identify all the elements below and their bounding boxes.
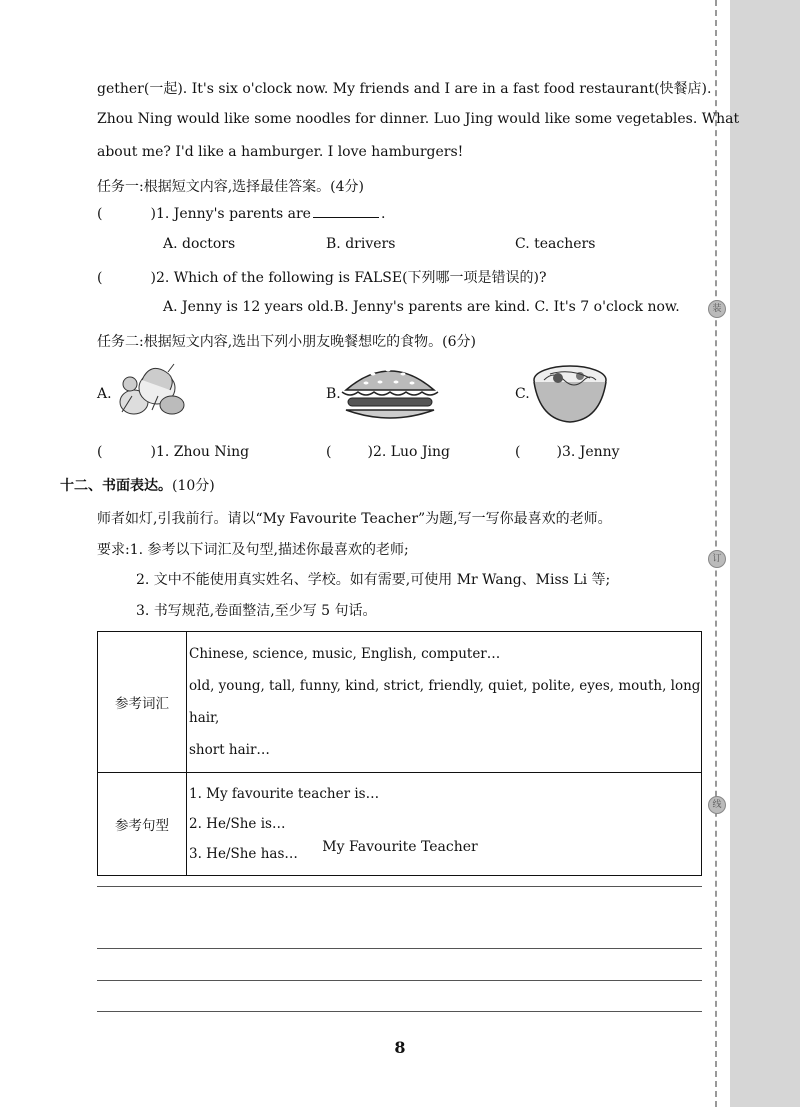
section-12-heading	[60, 475, 215, 495]
writing-line[interactable]	[97, 886, 702, 887]
task1-question-2	[97, 267, 547, 287]
image-label-b: B.	[326, 386, 341, 402]
answer-paren-close: )	[150, 270, 156, 286]
image-label-a: A.	[97, 386, 112, 402]
vocab-line: short hair…	[189, 742, 270, 758]
fill-blank[interactable]	[313, 217, 379, 218]
answer-paren-open: (	[326, 444, 332, 460]
writing-line[interactable]	[97, 948, 702, 949]
task2-answer-2	[326, 444, 450, 460]
writing-title	[0, 839, 800, 855]
vocab-line: Chinese, science, music, English, computer…	[189, 646, 501, 662]
answer-name: 3. Jenny	[561, 444, 620, 460]
answer-paren-open: (	[97, 206, 103, 222]
image-label-c: C.	[515, 386, 530, 402]
task2-answer-1	[97, 444, 249, 460]
page-number: 8	[394, 1038, 406, 1057]
requirement-2: 2. 文中不能使用真实姓名、学校。如有需要,可使用 Mr Wang、Miss Li 等;	[136, 572, 611, 588]
question-end: .	[380, 206, 386, 222]
passage-line-3: about me? I'd like a hamburger. I love hamburgers!	[97, 144, 464, 160]
vocab-label: 参考词汇	[98, 632, 187, 773]
binding-hole-bottom: 线	[708, 796, 726, 814]
answer-paren-close: )	[150, 444, 156, 460]
sentence-pattern: 2. He/She is…	[189, 816, 286, 832]
vocab-content	[187, 632, 702, 773]
requirement-1: 要求:1. 参考以下词汇及句型,描述你最喜欢的老师;	[97, 542, 409, 558]
question-2-options: A. Jenny is 12 years old.B. Jenny's parents are kind. C. It's 7 o'clock now.	[163, 299, 680, 315]
noodle-bowl-icon	[530, 360, 610, 426]
task1-heading: 任务一:根据短文内容,选择最佳答案。(4分)	[97, 179, 364, 195]
writing-line[interactable]	[97, 980, 702, 981]
writing-line[interactable]	[97, 1011, 702, 1012]
answer-paren-open: (	[97, 270, 103, 286]
answer-name: 2. Luo Jing	[372, 444, 451, 460]
option-c: C. teachers	[515, 236, 596, 252]
option-a: A. doctors	[163, 236, 236, 252]
vocab-line: old, young, tall, funny, kind, strict, friendly, quiet, polite, eyes, mouth, long hair,	[189, 678, 701, 726]
section-points: (10分)	[172, 478, 215, 494]
sentence-row	[98, 773, 702, 876]
answer-paren-open: (	[97, 444, 103, 460]
writing-title-text: My Favourite Teacher	[322, 839, 478, 855]
binding-margin	[730, 0, 800, 1107]
requirement-3: 3. 书写规范,卷面整洁,至少写 5 句话。	[136, 603, 377, 619]
writing-intro: 师者如灯,引我前行。请以“My Favourite Teacher”为题,写一写你最喜欢的老师。	[97, 511, 612, 527]
question-stem: 1. Jenny's parents are	[155, 206, 311, 222]
section-title: 十二、书面表达。	[60, 478, 172, 494]
vocab-row	[98, 632, 702, 773]
answer-name: 1. Zhou Ning	[155, 444, 250, 460]
task2-answer-3	[515, 444, 620, 460]
task1-question-1	[97, 206, 385, 222]
binding-hole-top: 装	[708, 300, 726, 318]
task2-heading: 任务二:根据短文内容,选出下列小朋友晚餐想吃的食物。(6分)	[97, 334, 476, 350]
sentence-pattern: 1. My favourite teacher is…	[189, 786, 380, 802]
hamburger-icon	[338, 360, 442, 426]
sentence-content	[187, 773, 702, 876]
answer-paren-close: )	[150, 206, 156, 222]
answer-paren-close: )	[367, 444, 373, 460]
passage-line-1: gether(一起). It's six o'clock now. My friends and I are in a fast food restaurant(快餐店).	[97, 81, 712, 97]
option-b: B. drivers	[326, 236, 396, 252]
answer-paren-open: (	[515, 444, 521, 460]
question-stem: 2. Which of the following is FALSE(下列哪一项是错误的)?	[155, 270, 547, 286]
answer-paren-close: )	[556, 444, 562, 460]
binding-hole-middle: 订	[708, 550, 726, 568]
vegetables-icon	[112, 360, 188, 420]
passage-line-2: Zhou Ning would like some noodles for dinner. Luo Jing would like some vegetables. What	[97, 111, 740, 127]
sentence-label: 参考句型	[98, 773, 187, 876]
sentence-pattern: 3. He/She has…	[189, 846, 298, 862]
